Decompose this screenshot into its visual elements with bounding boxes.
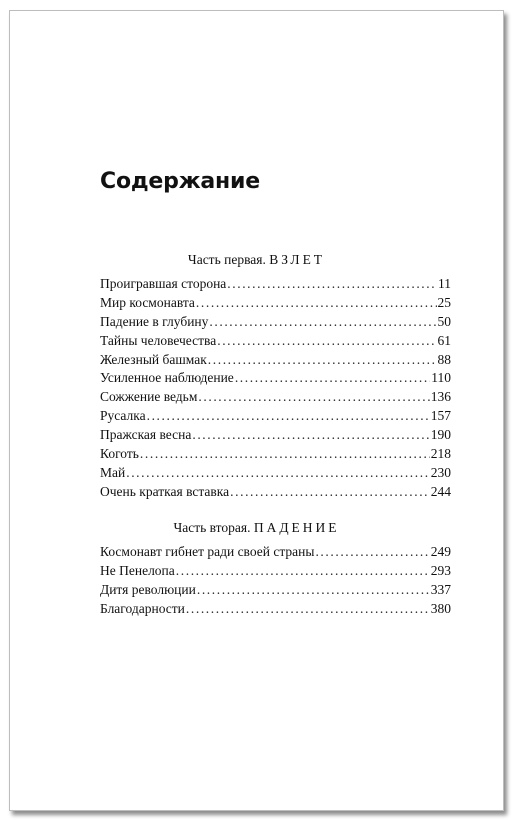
toc-entry[interactable]	[100, 276, 451, 295]
toc-entry[interactable]	[100, 563, 451, 582]
toc-entry-page: 244	[430, 483, 451, 499]
toc-entry-page: 61	[437, 332, 451, 348]
book-page	[9, 10, 504, 811]
toc-entry-page: 337	[430, 581, 451, 597]
dot-leader	[176, 563, 430, 579]
dot-leader	[230, 484, 430, 500]
dot-leader	[140, 446, 430, 462]
toc-entry[interactable]	[100, 544, 451, 563]
toc-entry[interactable]	[100, 582, 451, 601]
toc-entry-title: Очень краткая вставка	[100, 483, 230, 499]
toc-entry[interactable]	[100, 389, 451, 408]
toc-entry-page: 380	[430, 600, 451, 616]
dot-leader	[227, 276, 437, 292]
toc-entry-page: 293	[430, 562, 451, 578]
toc-entry[interactable]	[100, 314, 451, 333]
dot-leader	[315, 544, 429, 560]
toc-entry-title: Дитя революции	[100, 581, 196, 597]
toc-entry-title: Благодарности	[100, 600, 185, 616]
toc-entry-title: Коготь	[100, 446, 139, 462]
toc-entry-page: 50	[437, 313, 451, 329]
toc-entry-title: Космонавт гибнет ради своей страны	[100, 544, 315, 559]
toc-entry[interactable]	[100, 333, 451, 352]
part-two-prefix: Часть вторая.	[173, 520, 254, 535]
toc-entry[interactable]	[100, 408, 451, 427]
dot-leader	[147, 408, 430, 424]
dot-leader	[208, 352, 437, 368]
toc-entry[interactable]	[100, 484, 451, 503]
contents-heading: Содержание	[100, 169, 260, 194]
toc-entry-page: 190	[430, 427, 451, 443]
toc-entry[interactable]	[100, 370, 451, 389]
toc-entry-title: Тайны человечества	[100, 332, 217, 348]
toc-entry-title: Май	[100, 464, 126, 480]
part-one-toc	[100, 276, 451, 503]
toc-entry-page: 230	[430, 464, 451, 480]
toc-entry[interactable]	[100, 465, 451, 484]
toc-entry[interactable]	[100, 427, 451, 446]
dot-leader	[196, 295, 437, 311]
dot-leader	[217, 333, 436, 349]
toc-entry-page: 136	[430, 389, 451, 405]
toc-entry-page: 88	[437, 351, 451, 367]
toc-entry-page: 218	[430, 446, 451, 462]
part-one-name: ВЗЛЕТ	[269, 252, 326, 267]
toc-entry-page: 157	[430, 408, 451, 424]
part-two-toc	[100, 544, 451, 620]
toc-entry[interactable]	[100, 295, 451, 314]
part-one-title	[10, 252, 503, 268]
part-two-name: ПАДЕНИЕ	[253, 520, 340, 535]
dot-leader	[209, 314, 436, 330]
toc-entry-title: Мир космонавта	[100, 294, 195, 310]
toc-entry-title: Пражская весна	[100, 427, 192, 443]
dot-leader	[126, 465, 430, 481]
toc-entry-title: Русалка	[100, 408, 146, 424]
dot-leader	[186, 601, 430, 617]
toc-entry-title: Сожжение ведьм	[100, 389, 198, 405]
part-one-prefix: Часть первая.	[187, 252, 270, 267]
dot-leader	[192, 427, 429, 443]
toc-entry-title: Усиленное наблюдение	[100, 370, 234, 386]
toc-entry-title: Железный башмак	[100, 351, 207, 367]
dot-leader	[197, 582, 430, 598]
toc-entry[interactable]	[100, 352, 451, 371]
toc-entry-title: Не Пенелопа	[100, 562, 175, 578]
toc-entry-title: Падение в глубину	[100, 313, 209, 329]
dot-leader	[235, 370, 430, 386]
toc-entry[interactable]	[100, 601, 451, 620]
toc-entry-page: 11	[438, 276, 451, 291]
toc-entry[interactable]	[100, 446, 451, 465]
toc-entry-page: 110	[431, 370, 451, 386]
toc-entry-page: 249	[430, 544, 451, 559]
toc-entry-page: 25	[437, 294, 451, 310]
toc-entry-title: Проигравшая сторона	[100, 276, 227, 291]
part-two-title	[10, 520, 503, 536]
dot-leader	[198, 389, 429, 405]
